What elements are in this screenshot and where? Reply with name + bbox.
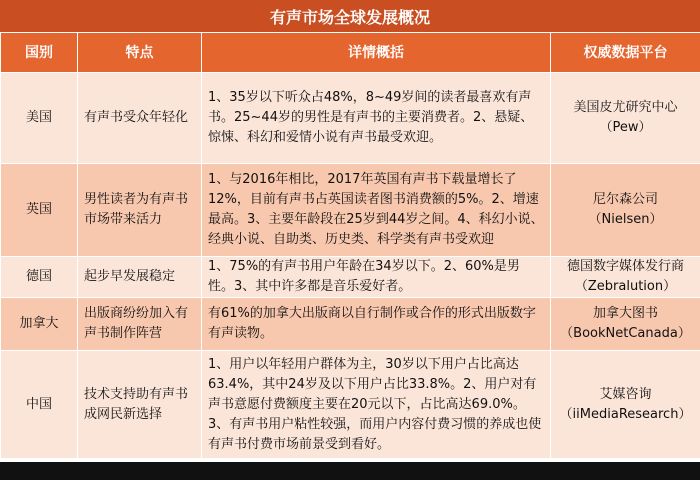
country-cell: 中国 [1,351,78,459]
country-cell: 英国 [1,164,78,257]
platform-cell [551,257,700,298]
col-header-platform: 权威数据平台 [551,33,700,73]
country-cell: 加拿大 [1,298,78,351]
table-title: 有声市场全球发展概况 [0,0,700,32]
platform-abbr: （Pew） [599,120,652,135]
country-cell: 德国 [1,257,78,298]
platform-name: 加拿大图书 [592,306,658,321]
platform-name: 艾媒咨询 [599,386,652,402]
details-cell: 1、与2016年相比，2017年英国有声书下载量增长了12%，目前有声书占英国读者图书消费额的5%。2、增速最高。3、主要年龄段在25岁到44岁之间。4、科幻小说、经典小说、自助类、历史类、科学类有声书受欢迎 [202,164,551,257]
table-row [1,257,700,298]
platform-abbr: （iiMediaResearch） [559,406,692,422]
details-cell: 1、35岁以下听众占48%，8~49岁间的读者最喜欢有声书。25~44岁的男性是有声书的主要消费者。2、悬疑、惊悚、科幻和爱情小说有声书最受欢迎。 [202,73,551,164]
platform-abbr: （BookNetCanada） [560,326,691,341]
platform-abbr: （Zebralution） [574,279,677,294]
feature-cell: 技术支持助有声书成网民新选择 [78,351,202,459]
platform-name: 美国皮尤研究中心 [573,100,678,115]
details-cell: 有61%的加拿大出版商以自行制作或合作的形式出版数字有声读物。 [202,298,551,351]
table-row [1,164,700,257]
platform-name: 尼尔森公司 [592,192,658,207]
feature-cell: 有声书受众年轻化 [78,73,202,164]
header-row [1,33,700,73]
col-header-details: 详情概括 [202,33,551,73]
overview-table [0,32,700,459]
country-cell: 美国 [1,73,78,164]
feature-cell: 出版商纷纷加入有声书制作阵营 [78,298,202,351]
feature-cell: 起步早发展稳定 [78,257,202,298]
platform-cell [551,164,700,257]
table-row [1,73,700,164]
table-row [1,351,700,459]
table-row [1,298,700,351]
platform-name: 德国数字媒体发行商 [566,259,684,274]
feature-cell: 男性读者为有声书市场带来活力 [78,164,202,257]
details-cell: 1、用户以年轻用户群体为主，30岁以下用户占比高达63.4%，其中24岁及以下用户占比33.8%。2、用户对有声书意愿付费额度主要在20元以下，占比高达69.0%。3、有声书用户粘性较强，而用户内容付费习惯的养成也使有声书付费市场前景受到看好。 [202,351,551,459]
platform-cell [551,351,700,459]
col-header-country: 国别 [1,33,78,73]
platform-abbr: （Nielsen） [588,212,663,227]
col-header-feature: 特点 [78,33,202,73]
details-cell: 1、75%的有声书用户年龄在34岁以下。2、60%是男性。3、其中许多都是音乐爱好者。 [202,257,551,298]
platform-cell [551,73,700,164]
bottom-border-bar [0,462,700,480]
platform-cell [551,298,700,351]
